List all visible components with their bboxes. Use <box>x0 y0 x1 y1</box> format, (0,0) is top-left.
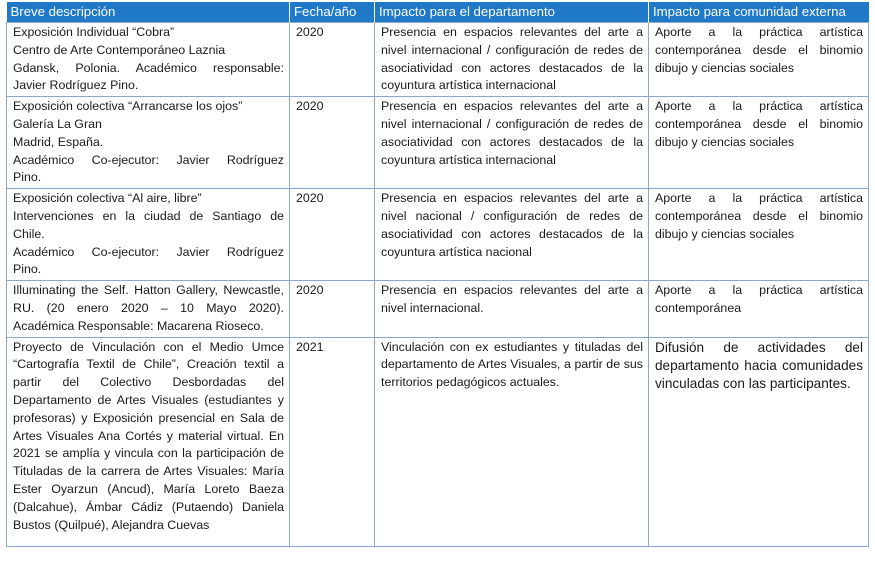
cell-external-impact: Aporte a la práctica artística contemporánea <box>649 281 869 337</box>
cell-description <box>7 189 290 281</box>
header-dept-impact: Impacto para el departamento <box>375 2 649 23</box>
description-line: Chile. <box>13 226 45 241</box>
description-line: Académico Co-ejecutor: Javier Rodríguez <box>13 152 284 167</box>
table-row <box>7 23 869 97</box>
table-header-row <box>7 2 869 23</box>
description-line: Exposición colectiva “Al aire, libre” <box>13 191 202 206</box>
cell-external-impact: Aporte a la práctica artística contemporánea desde el binomio dibujo y ciencias sociales <box>649 189 869 281</box>
cell-dept-impact: Presencia en espacios relevantes del arte a nivel internacional. <box>375 281 649 337</box>
cell-description: Illuminating the Self. Hatton Gallery, Newcastle, RU. (20 enero 2020 – 10 Mayo 2020). Académica Responsable: Macarena Rioseco. <box>7 281 290 337</box>
header-description: Breve descripción <box>7 2 290 23</box>
cell-external-impact: Aporte a la práctica artística contemporánea desde el binomio dibujo y ciencias sociales <box>649 97 869 189</box>
table-row <box>7 189 869 281</box>
description-line: Exposición Individual “Cobra” <box>13 25 175 39</box>
table-row <box>7 337 869 546</box>
description-line: Académico Co-ejecutor: Javier Rodríguez <box>13 244 284 259</box>
description-line: Exposición colectiva “Arrancarse los ojos” <box>13 99 243 114</box>
header-external-impact: Impacto para comunidad externa <box>649 2 869 23</box>
cell-dept-impact: Presencia en espacios relevantes del arte a nivel nacional / configuración de redes de asociatividad con actores destacados de la coyuntura artística nacional <box>375 189 649 281</box>
table-row <box>7 281 869 337</box>
cell-dept-impact: Vinculación con ex estudiantes y tituladas del departamento de Artes Visuales, a partir de sus territorios pedagógicos actuales. <box>375 337 649 546</box>
cell-description <box>7 97 290 189</box>
cell-date: 2020 <box>290 189 375 281</box>
description-line: Javier Rodríguez Pino. <box>13 78 139 93</box>
cell-external-impact: Difusión de actividades del departamento hacia comunidades vinculadas con las participantes. <box>649 337 869 546</box>
cell-dept-impact: Presencia en espacios relevantes del arte a nivel internacional / configuración de redes de asociatividad con actores destacados de la coyuntura artística internacional <box>375 97 649 189</box>
description-line: Centro de Arte Contemporáneo Laznia <box>13 42 226 57</box>
cell-description: Proyecto de Vinculación con el Medio Umce “Cartografía Textil de Chile”, Creación textil a partir del Colectivo Desbordadas del Departamento de Artes Visuales (estudiantes y profesoras) y Exposición presencial en Sala de Artes Visuales Ana Cortés y material virtual. En 2021 se amplía y vincula con la participación de Tituladas de la carrera de Artes Visuales: María Ester Oyarzun (Ancud), María Loreto Baeza (Dalcahue), Ámbar Cádiz (Putaendo) Daniela Bustos (Quilpué), Alejandra Cuevas <box>7 337 290 546</box>
cell-date: 2020 <box>290 97 375 189</box>
cell-date: 2020 <box>290 23 375 97</box>
cell-description <box>7 23 290 97</box>
cell-dept-impact: Presencia en espacios relevantes del arte a nivel internacional / configuración de redes de asociatividad con actores destacados de la coyuntura artística internacional <box>375 23 649 97</box>
table-row <box>7 97 869 189</box>
cell-external-impact: Aporte a la práctica artística contemporánea desde el binomio dibujo y ciencias sociales <box>649 23 869 97</box>
cell-date: 2021 <box>290 337 375 546</box>
header-date: Fecha/año <box>290 2 375 23</box>
description-line: Galería La Gran <box>13 116 102 131</box>
description-line: Pino. <box>13 170 42 185</box>
description-line: Madrid, España. <box>13 134 104 149</box>
description-line: Gdansk, Polonia. Académico responsable: <box>13 60 284 75</box>
description-line: Pino. <box>13 262 42 277</box>
activities-table <box>6 2 869 547</box>
cell-date: 2020 <box>290 281 375 337</box>
description-line: Intervenciones en la ciudad de Santiago de <box>13 208 284 223</box>
